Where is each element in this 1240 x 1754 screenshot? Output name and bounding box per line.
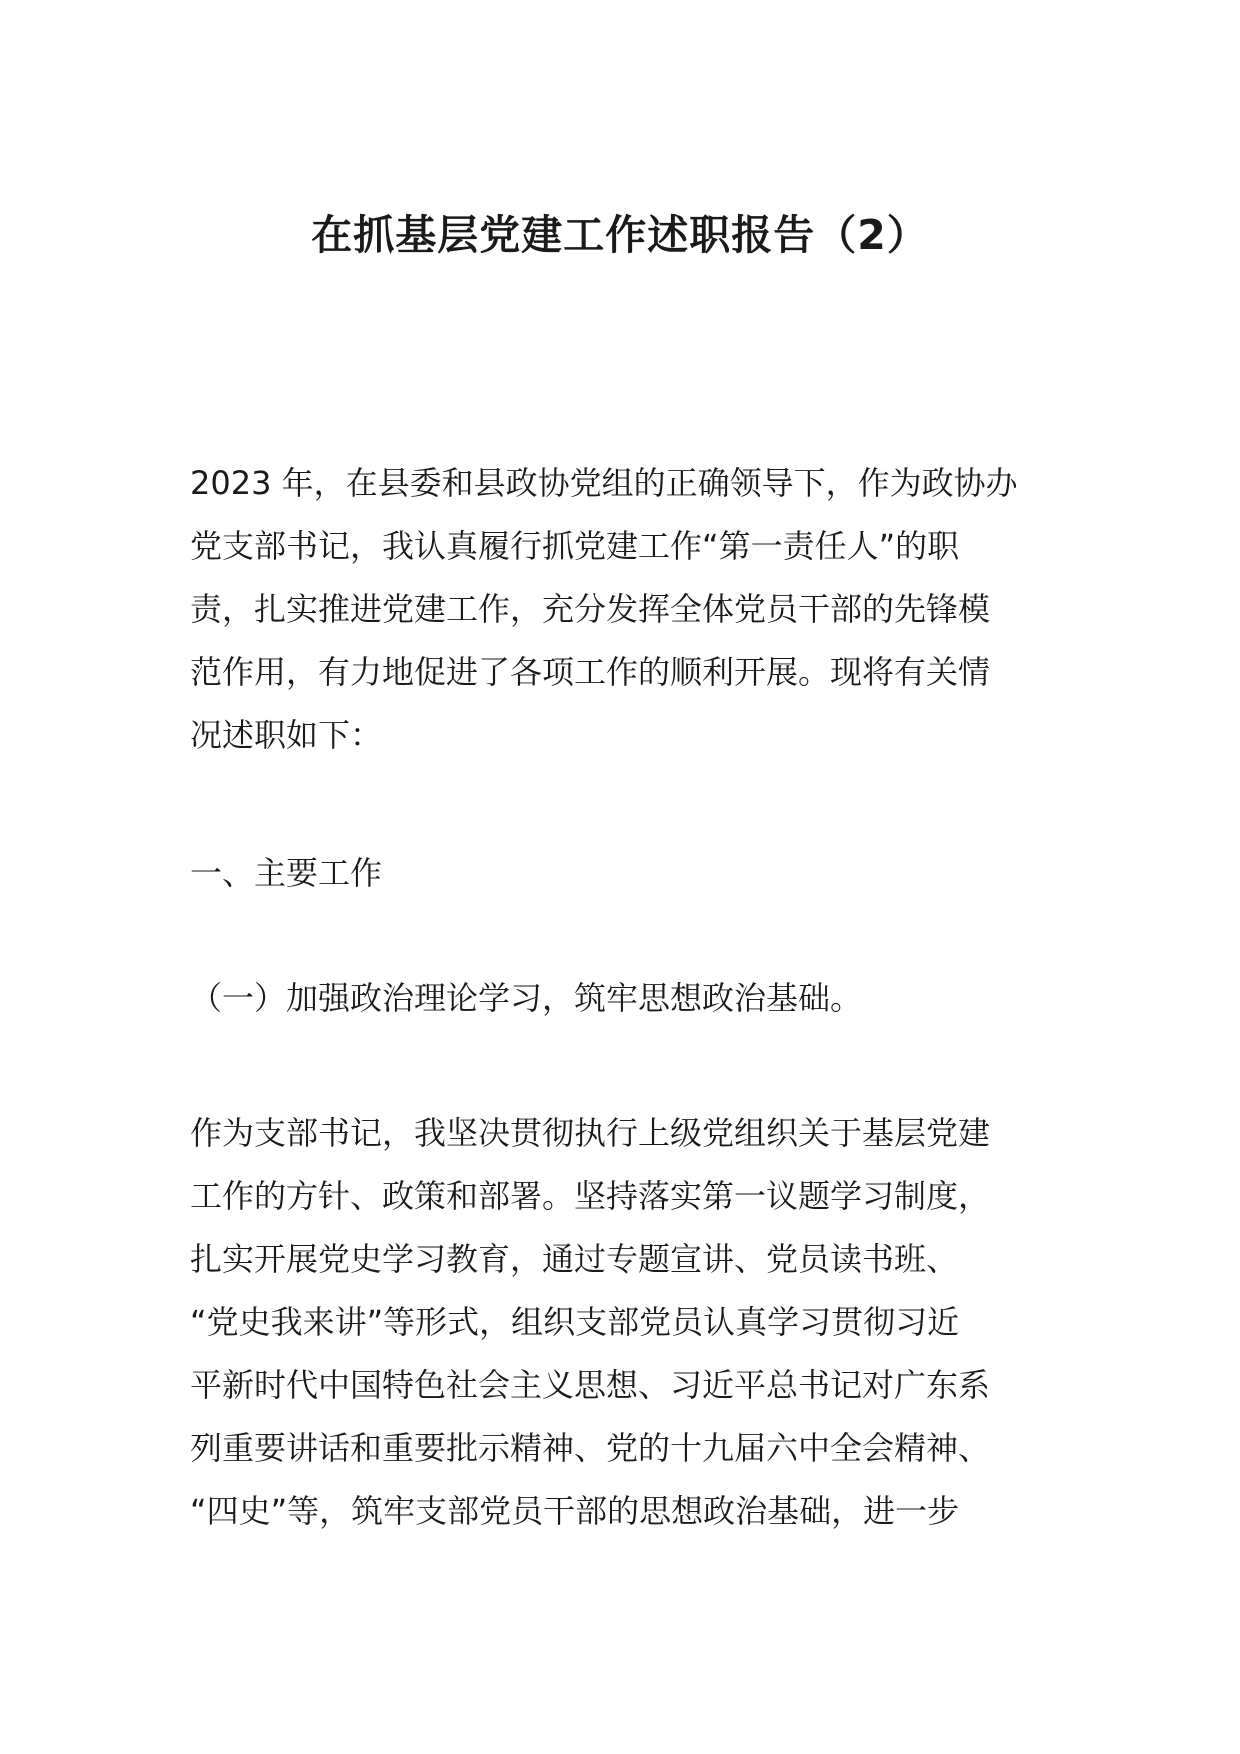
- paragraph-line: “四史”等，筑牢支部党员干部的思想政治基础，进一步: [190, 1492, 960, 1530]
- paragraph-line: 平新时代中国特色社会主义思想、习近平总书记对广东系: [190, 1366, 991, 1404]
- document-title: 在抓基层党建工作述职报告（2）: [311, 211, 929, 259]
- paragraph-line: 责，扎实推进党建工作，充分发挥全体党员干部的先锋模: [190, 590, 991, 628]
- paragraph-line: 列重要讲话和重要批示精神、党的十九届六中全会精神、: [190, 1429, 991, 1467]
- paragraph-line: 党支部书记，我认真履行抓党建工作“第一责任人”的职: [190, 527, 960, 565]
- subsection-heading-political-study: （一）加强政治理论学习，筑牢思想政治基础。: [190, 979, 863, 1017]
- body-paragraph-study: [190, 1102, 1065, 1543]
- paragraph-line: 范作用，有力地促进了各项工作的顺利开展。现将有关情: [190, 653, 991, 691]
- intro-paragraph: [190, 452, 1065, 767]
- paragraph-line: 扎实开展党史学习教育，通过专题宣讲、党员读书班、: [190, 1240, 959, 1278]
- paragraph-line: 工作的方针、政策和部署。坚持落实第一议题学习制度，: [190, 1177, 991, 1215]
- paragraph-line: 作为支部书记，我坚决贯彻执行上级党组织关于基层党建: [190, 1114, 991, 1152]
- section-heading-main-work: 一、主要工作: [190, 854, 383, 892]
- paragraph-line: “党史我来讲”等形式，组织支部党员认真学习贯彻习近: [190, 1303, 960, 1341]
- paragraph-line: 2023 年，在县委和县政协党组的正确领导下，作为政协办: [190, 464, 1018, 502]
- paragraph-line: 况述职如下：: [190, 716, 383, 754]
